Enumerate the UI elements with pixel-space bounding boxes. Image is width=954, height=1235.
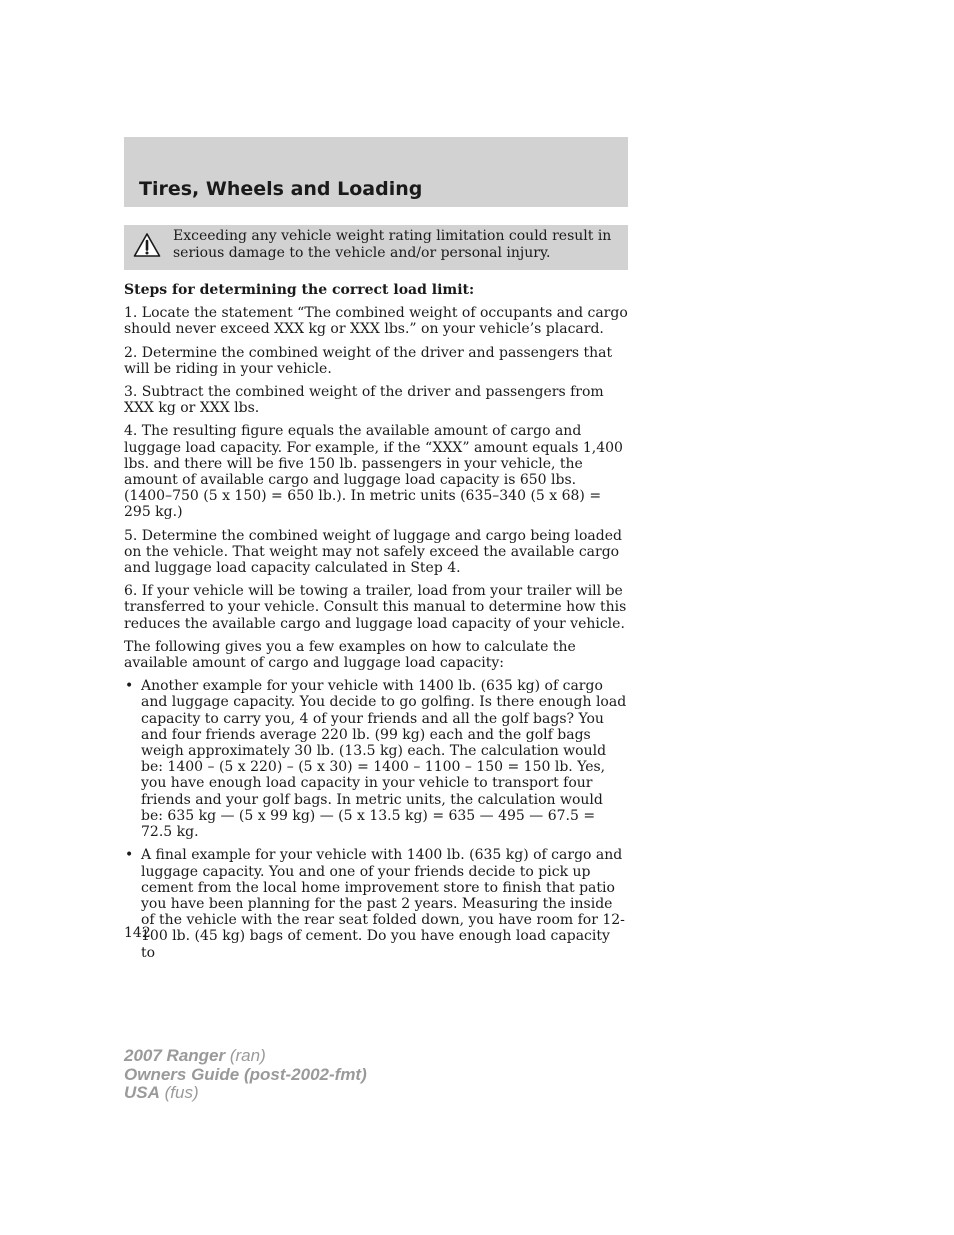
warning-text: Exceeding any vehicle weight rating limitation could result in serious damage to the vehicle and/or personal injury.	[173, 228, 612, 261]
step-3: 3. Subtract the combined weight of the driver and passengers from XXX kg or XXX lbs.	[124, 384, 604, 417]
list-item	[124, 847, 628, 960]
footer-model: 2007 Ranger	[124, 1046, 226, 1065]
example-text: A final example for your vehicle with 1400 lb. (635 kg) of cargo and luggage capacity. You and one of your friends decide to pick up cement from the local home improvement store to finish that patio you have been planning for the past 2 years. Measuring the inside of the vehicle with the rear seat folded down, you have room for 12-100 lb. (45 kg) bags of cement. Do you have enough load capacity to	[141, 847, 625, 961]
footer-line-model	[124, 1047, 367, 1066]
footer-model-code: (ran)	[225, 1046, 266, 1065]
step-1: 1. Locate the statement “The combined weight of occupants and cargo should never exceed XXX kg or XXX lbs.” on your vehicle’s placard.	[124, 305, 628, 338]
example-text: Another example for your vehicle with 1400 lb. (635 kg) of cargo and luggage capacity. You decide to go golfing. Is there enough load capacity to carry you, 4 of your friends and all the golf bags? You and four friends average 220 lb. (99 kg) each and the golf bags weigh approximately 30 lb. (13.5 kg) each. The calculation would be: 1400 – (5 x 220) – (5 x 30) = 1400 – 1100 – 150 = 150 lb. Yes, you have enough load capacity in your vehicle to transport four friends and your golf bags. In metric units, the calculation would be: 635 kg — (5 x 99 kg) — (5 x 13.5 kg) = 635 — 495 — 67.5 = 72.5 kg.	[141, 678, 627, 841]
examples-list	[124, 678, 628, 960]
warning-triangle-icon	[133, 232, 161, 258]
footer-line-market	[124, 1084, 367, 1103]
step-4: 4. The resulting figure equals the available amount of cargo and luggage load capacity. For example, if the “XXX” amount equals 1,400 lbs. and there will be five 150 lb. passengers in your vehicle, the amount of available cargo and luggage load capacity is 650 lbs. (1400–750 (5 x 150) = 650 lb.). In metric units (635–340 (5 x 68) = 295 kg.)	[124, 423, 623, 521]
footer-guide: Owners Guide (post-2002-fmt)	[124, 1064, 367, 1084]
footer-market-code: (fus)	[159, 1083, 199, 1102]
step-6: 6. If your vehicle will be towing a trailer, load from your trailer will be transferred to your vehicle. Consult this manual to determine how this reduces the available cargo and luggage load capacity of your vehicle.	[124, 583, 627, 632]
warning-callout	[124, 225, 628, 270]
bullet-icon: •	[125, 847, 134, 864]
document-footer	[124, 1047, 367, 1103]
section-title: Tires, Wheels and Loading	[139, 178, 423, 200]
step-2: 2. Determine the combined weight of the driver and passengers that will be riding in your vehicle.	[124, 344, 613, 377]
list-item	[124, 678, 628, 840]
page-number: 142	[124, 925, 151, 941]
section-header-band	[124, 137, 628, 207]
footer-line-guide	[124, 1066, 367, 1085]
bullet-icon: •	[125, 678, 134, 695]
footer-market: USA	[124, 1083, 160, 1102]
steps-heading: Steps for determining the correct load limit:	[124, 282, 475, 298]
step-5: 5. Determine the combined weight of luggage and cargo being loaded on the vehicle. That weight may not safely exceed the available cargo and luggage load capacity calculated in Step 4.	[124, 527, 622, 577]
examples-intro: The following gives you a few examples on how to calculate the available amount of cargo and luggage load capacity:	[124, 638, 576, 672]
body-text	[124, 282, 628, 968]
